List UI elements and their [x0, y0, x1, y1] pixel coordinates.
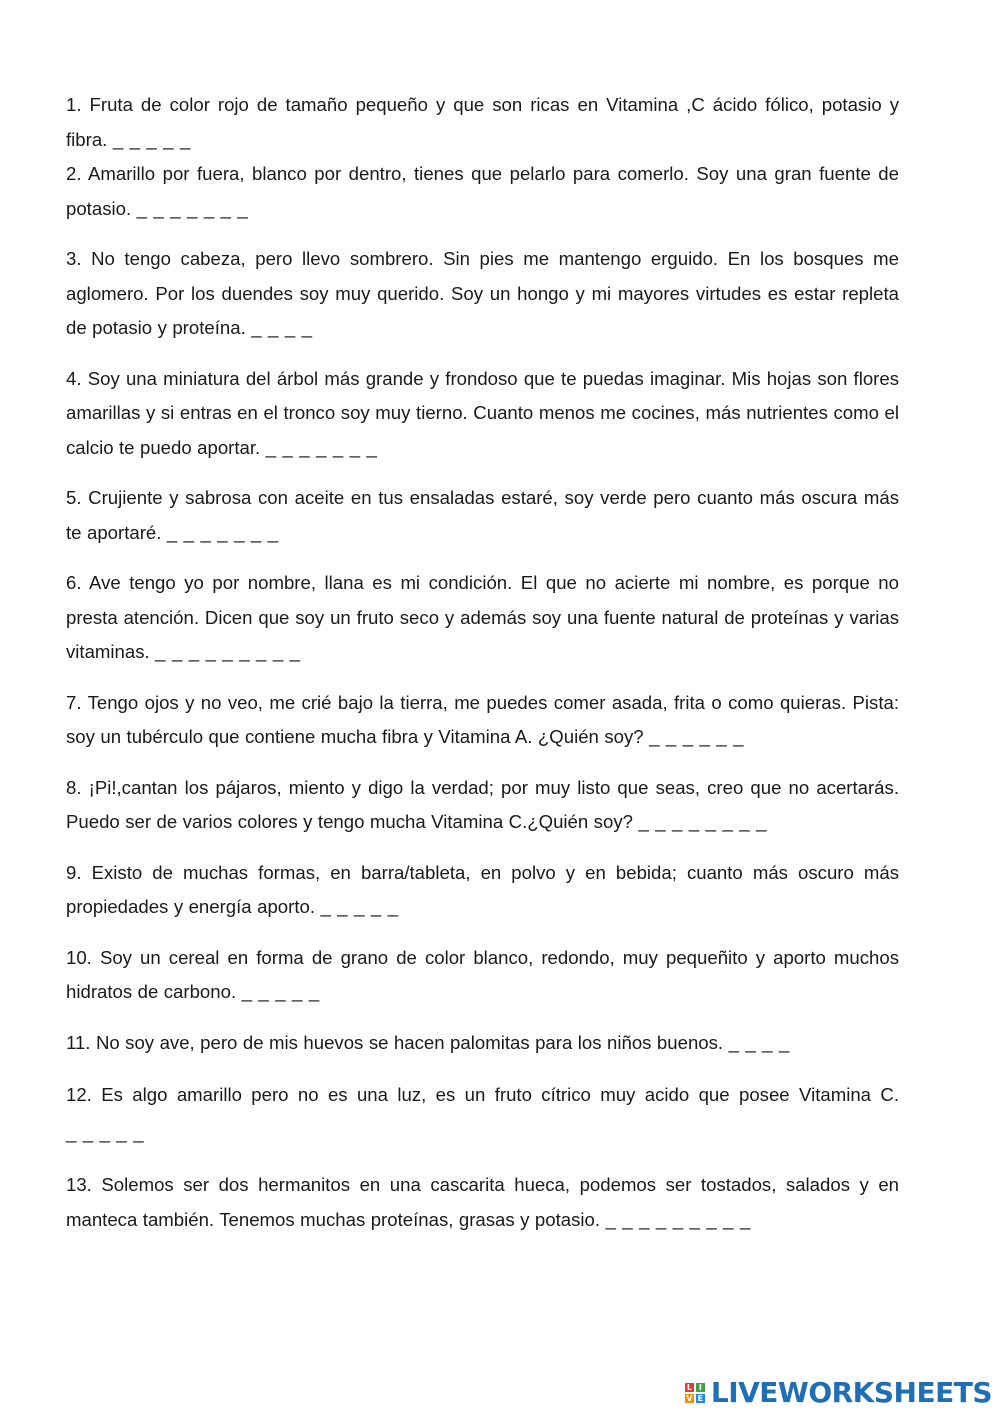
logo-letter-v: V [686, 1394, 693, 1403]
riddle-number: 7. [66, 691, 82, 713]
logo-letter-e: E [697, 1394, 704, 1403]
answer-blank[interactable]: _ _ _ _ _ [241, 981, 320, 1002]
riddle-number: 13. [66, 1174, 92, 1195]
riddle-text: Ave tengo yo por nombre, llana es mi condición. El que no acierte mi nombre, es porque no presta atención. Dicen que soy un fruto seco y además soy una fuente natural de proteínas y varias vitaminas. [66, 572, 899, 662]
riddle-item [66, 566, 899, 670]
liveworksheets-logo-icon [685, 1383, 705, 1403]
riddle-item [66, 481, 899, 550]
answer-blank[interactable]: _ _ _ _ _ _ _ [166, 521, 279, 543]
riddle-item [66, 157, 899, 226]
riddle-text: Amarillo por fuera, blanco por dentro, tienes que pelarlo para comerlo. Soy una gran fuente de potasio. [66, 163, 899, 219]
riddle-item [66, 771, 899, 840]
riddle-text: Tengo ojos y no veo, me crié bajo la tierra, me puedes comer asada, frita o como quieras. Pista: soy un tubérculo que contiene mucha fibra y Vitamina A. ¿Quién soy? [66, 691, 899, 747]
riddle-text: Soy un cereal en forma de grano de color blanco, redondo, muy pequeñito y aporto muchos hidratos de carbono. [66, 946, 899, 1002]
riddle-number: 3. [66, 248, 82, 269]
riddle-number: 10. [66, 946, 92, 968]
answer-blank[interactable]: _ _ _ _ _ _ _ _ _ [605, 1208, 751, 1230]
riddle-item [66, 1026, 899, 1061]
riddle-item [66, 1168, 899, 1237]
riddle-text: Existo de muchas formas, en barra/tableta, en polvo y en bebida; cuanto más oscuro más propiedades y energía aporto. [66, 861, 900, 917]
riddle-list [66, 88, 899, 1253]
riddle-number: 2. [66, 163, 82, 184]
riddle-number: 6. [66, 572, 82, 593]
answer-blank[interactable]: _ _ _ _ [728, 1031, 790, 1053]
riddle-number: 5. [66, 487, 82, 508]
riddle-text: ¡Pi!,cantan los pájaros, miento y digo la verdad; por muy listo que seas, creo que no acertarás. Puedo ser de varios colores y tengo mucha Vitamina C.¿Quién soy? [66, 776, 899, 832]
riddle-number: 12. [66, 1084, 92, 1105]
riddle-number: 4. [66, 367, 82, 389]
logo-letter-l: L [686, 1383, 692, 1392]
answer-blank[interactable]: _ _ _ _ _ _ _ _ [638, 811, 767, 832]
riddle-number: 9. [66, 861, 82, 883]
riddle-text: Solemos ser dos hermanitos en una cascarita hueca, podemos ser tostados, salados y en manteca también. Tenemos muchas proteínas, grasas y potasio. [66, 1174, 900, 1230]
answer-blank[interactable]: _ _ _ _ _ _ _ [265, 436, 378, 458]
riddle-number: 11. [66, 1031, 91, 1053]
riddle-item [66, 941, 899, 1010]
answer-blank[interactable]: _ _ _ _ [251, 317, 313, 338]
riddle-text: No tengo cabeza, pero llevo sombrero. Sin pies me mantengo erguido. En los bosques me aglomero. Por los duendes soy muy querido. Soy un hongo y mi mayores virtudes es estar repleta de potasio y proteína. [66, 248, 899, 338]
riddle-text: Soy una miniatura del árbol más grande y frondoso que te puedas imaginar. Mis hojas son flores amarillas y si entras en el tronco soy muy tierno. Cuanto menos me cocines, más nutrientes como el calcio te puedo aportar. [66, 367, 899, 458]
riddle-item [66, 856, 899, 925]
answer-blank[interactable]: _ _ _ _ _ [320, 896, 399, 917]
riddle-item [66, 1076, 899, 1152]
riddle-item [66, 88, 899, 157]
riddle-item [66, 242, 899, 346]
answer-blank[interactable]: _ _ _ _ _ _ [649, 726, 744, 747]
riddle-text: Es algo amarillo pero no es una luz, es un fruto cítrico muy acido que posee Vitamina C. [101, 1084, 899, 1105]
logo-letter-i: I [696, 1383, 705, 1392]
answer-blank[interactable]: _ _ _ _ _ [112, 128, 191, 150]
answer-blank[interactable]: _ _ _ _ _ [66, 1122, 145, 1143]
riddle-text: Crujiente y sabrosa con aceite en tus ensaladas estaré, soy verde pero cuanto más oscura más te aportaré. [66, 487, 900, 543]
answer-blank[interactable]: _ _ _ _ _ _ _ _ _ [155, 641, 301, 662]
answer-blank[interactable]: _ _ _ _ _ _ _ [136, 197, 249, 219]
liveworksheets-brand [685, 1376, 992, 1410]
riddle-number: 8. [66, 776, 82, 798]
brand-name: LIVEWORKSHEETS [710, 1376, 992, 1409]
riddle-text: No soy ave, pero de mis huevos se hacen palomitas para los niños buenos. [95, 1031, 724, 1053]
riddle-number: 1. [66, 94, 82, 115]
riddle-item [66, 362, 899, 466]
riddle-text: Fruta de color rojo de tamaño pequeño y que son ricas en Vitamina ,C ácido fólico, potasio y fibra. [66, 94, 899, 150]
riddle-item [66, 686, 899, 755]
